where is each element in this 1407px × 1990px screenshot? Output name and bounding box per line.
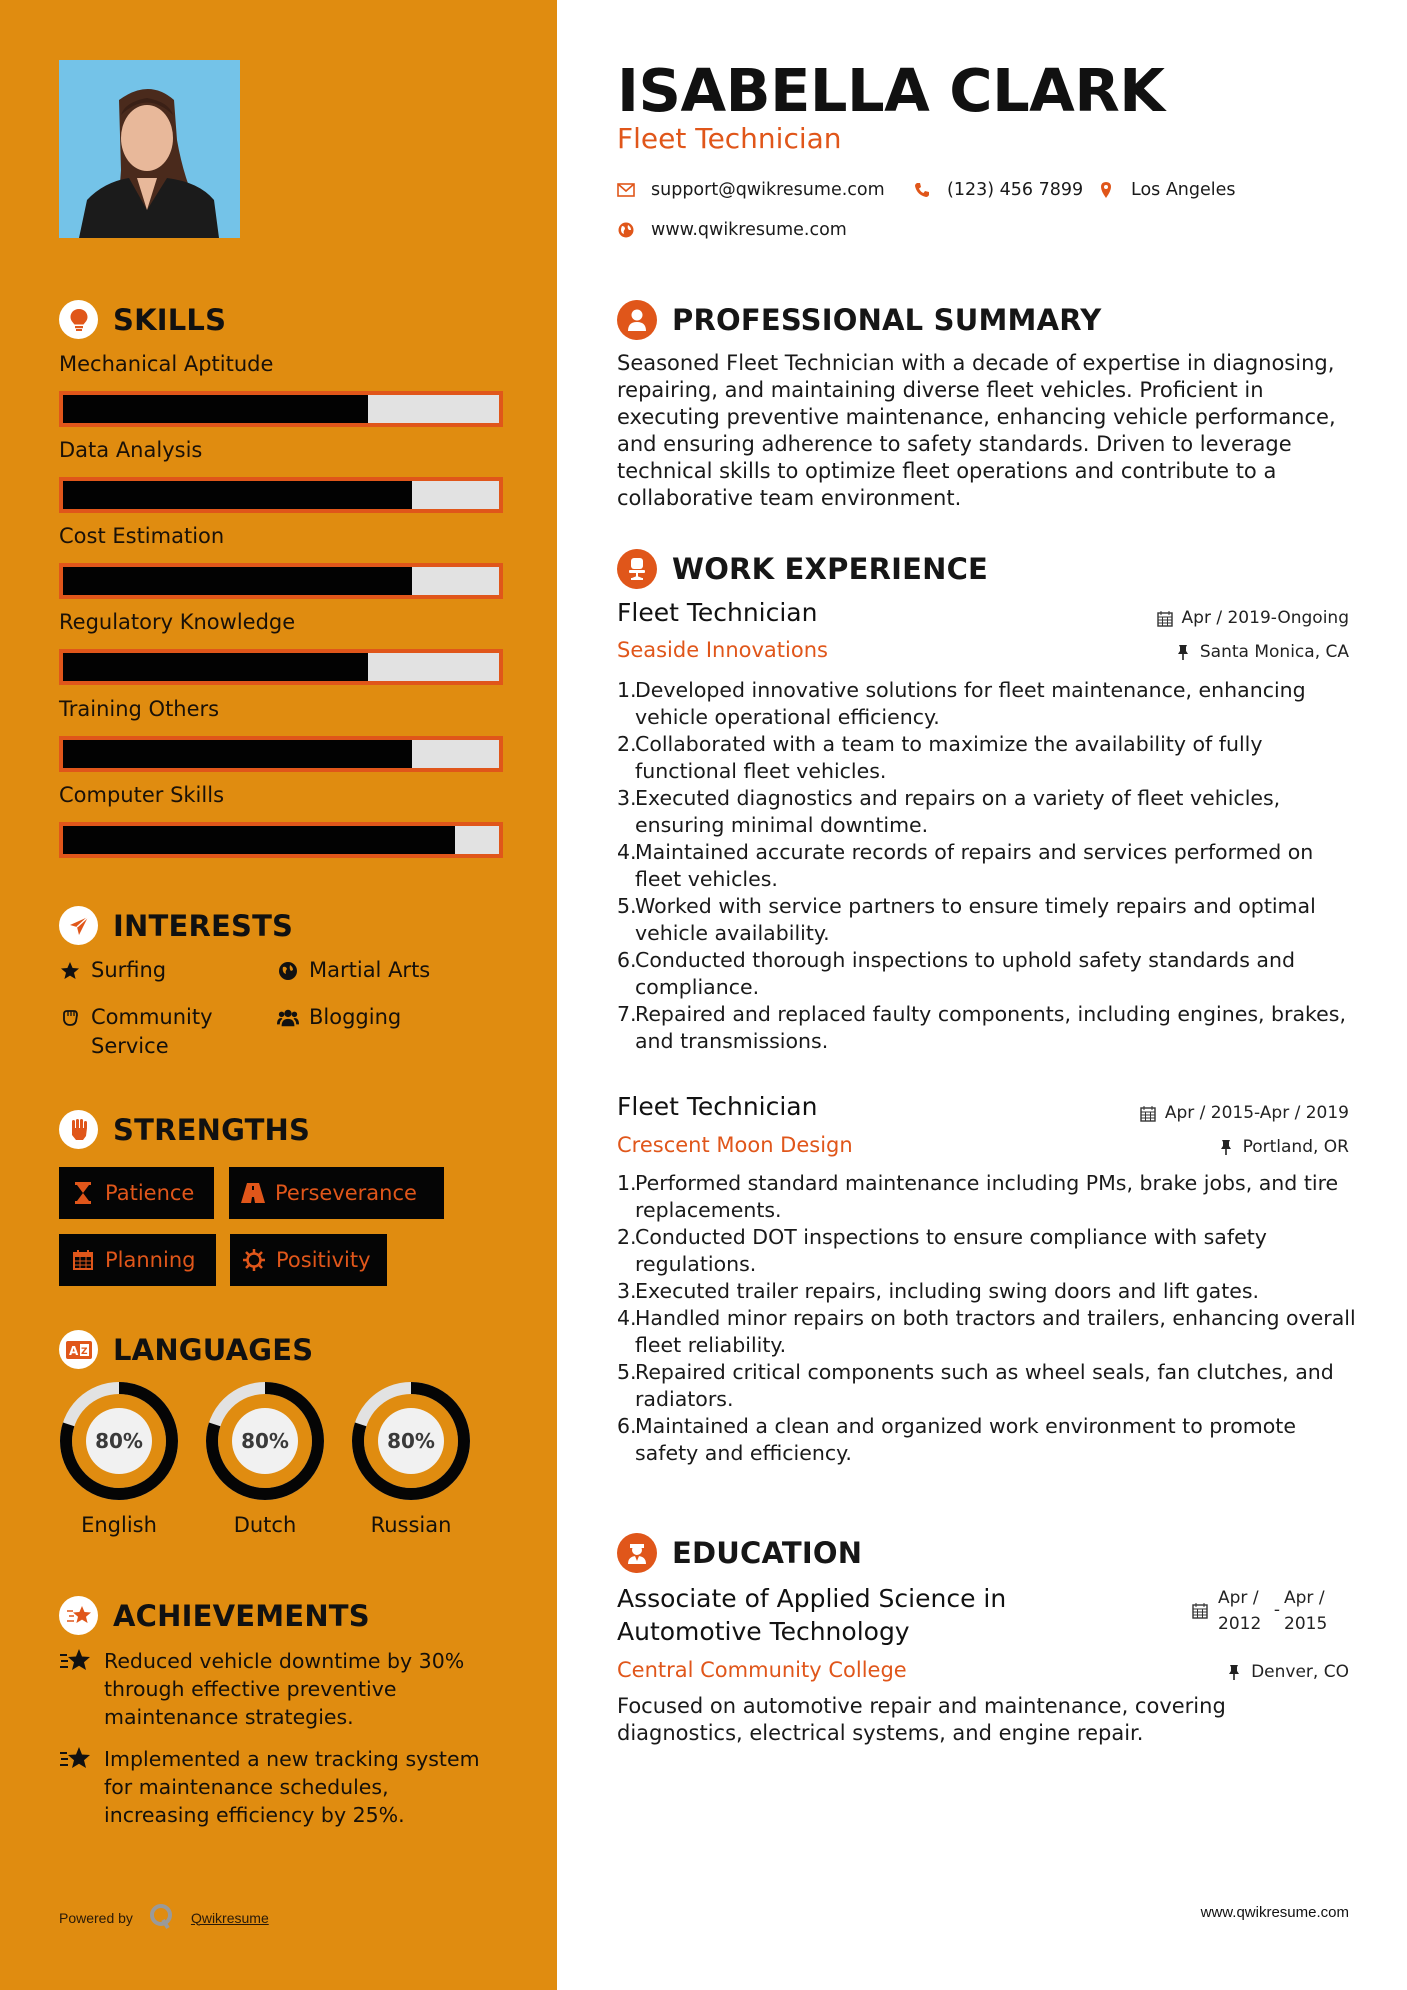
star-icon	[59, 956, 81, 985]
graduate-icon	[617, 1533, 657, 1573]
calendar-icon	[1192, 1602, 1208, 1620]
interest-item	[59, 1003, 259, 1061]
svg-text:Z: Z	[80, 1346, 88, 1357]
skill-bar	[59, 391, 503, 427]
phone-icon	[913, 181, 931, 199]
skill-bar-fill	[63, 481, 412, 509]
bullet-item: 6. Maintained a clean and organized work environment to promote safety and efficiency.	[617, 1414, 1296, 1465]
paper-plane-icon	[59, 906, 98, 945]
education-dates	[1192, 1585, 1336, 1637]
candidate-role: Fleet Technician	[617, 122, 842, 155]
language-progress-ring	[59, 1381, 179, 1501]
contact-phone[interactable]	[913, 180, 1083, 200]
strength-badge	[59, 1167, 214, 1219]
skill-bar-fill	[63, 740, 412, 768]
users-icon	[277, 1003, 299, 1032]
user-icon	[617, 300, 657, 340]
achievement-text: Reduced vehicle downtime by 30% through effective preventive maintenance strategies.	[104, 1649, 465, 1729]
profile-photo	[59, 60, 240, 238]
fist-icon	[59, 1110, 98, 1149]
skill-item	[59, 610, 504, 685]
bullet-item: 7. Repaired and replaced faulty components, including engines, brakes, and transmissions.	[617, 1002, 1346, 1053]
job-dates-text: Apr / 2019-Ongoing	[1181, 608, 1349, 628]
shooting-star-icon	[59, 1647, 91, 1675]
lightbulb-icon	[59, 300, 98, 339]
job-dates	[1157, 608, 1349, 628]
skill-bar	[59, 822, 503, 858]
skill-item	[59, 697, 504, 772]
achievements-heading: ACHIEVEMENTS	[59, 1596, 370, 1635]
interest-item	[277, 956, 430, 985]
language-name: Dutch	[233, 1513, 297, 1537]
map-pin-icon	[1097, 181, 1115, 199]
language-percent: 80%	[95, 1429, 143, 1453]
experience-heading: WORK EXPERIENCE	[617, 549, 988, 589]
location-text: Los Angeles	[1131, 180, 1236, 200]
achievement-item	[59, 1745, 499, 1829]
achievement-item	[59, 1647, 499, 1731]
bullet-item: 3. Executed diagnostics and repairs on a variety of fleet vehicles, ensuring minimal downtime.	[617, 786, 1281, 837]
website-text: www.qwikresume.com	[651, 220, 847, 240]
skills-heading: SKILLS	[59, 300, 226, 339]
education-description: Focused on automotive repair and maintenance, covering diagnostics, electrical systems, and engine repair.	[617, 1694, 1226, 1745]
bullet-item: 6. Conducted thorough inspections to uphold safety standards and compliance.	[617, 948, 1295, 999]
powered-by	[59, 1902, 269, 1933]
skill-item	[59, 438, 504, 513]
interest-item	[277, 1003, 401, 1032]
strength-label: Patience	[105, 1181, 195, 1205]
bullet-item: 3. Executed trailer repairs, including swing doors and lift gates.	[617, 1279, 1260, 1303]
skill-bar-fill	[63, 567, 412, 595]
skill-bar	[59, 649, 503, 685]
interest-item	[59, 956, 166, 985]
language-name: Russian	[370, 1513, 452, 1537]
job-company: Crescent Moon Design	[617, 1133, 853, 1157]
language-progress-ring	[205, 1381, 325, 1501]
education-location-text: Denver, CO	[1251, 1662, 1349, 1682]
bullet-item: 4. Handled minor repairs on both tractors and trailers, enhancing overall fleet reliability.	[617, 1306, 1356, 1357]
job-title: Fleet Technician	[617, 1092, 818, 1121]
skill-label: Cost Estimation	[59, 524, 225, 548]
skill-label: Computer Skills	[59, 783, 225, 807]
pushpin-icon	[1218, 1138, 1234, 1156]
skill-bar	[59, 736, 503, 772]
skill-bar	[59, 563, 503, 599]
languages-heading: A Z LANGUAGES	[59, 1330, 313, 1369]
job-location	[1218, 1137, 1349, 1157]
skill-label: Data Analysis	[59, 438, 203, 462]
strength-label: Positivity	[276, 1248, 371, 1272]
job-dates	[1140, 1103, 1349, 1123]
skill-label: Mechanical Aptitude	[59, 352, 274, 376]
bullet-item: 5. Repaired critical components such as wheel seals, fan clutches, and radiators.	[617, 1360, 1334, 1411]
strengths-heading: STRENGTHS	[59, 1110, 310, 1149]
footer-website-link[interactable]: www.qwikresume.com	[1200, 1904, 1349, 1921]
job-title: Fleet Technician	[617, 598, 818, 627]
language-item	[205, 1381, 325, 1537]
envelope-icon	[617, 181, 635, 199]
skill-bar	[59, 477, 503, 513]
interest-label: Martial Arts	[309, 958, 431, 982]
education-end: Apr / 2015	[1284, 1588, 1328, 1634]
skill-item	[59, 783, 504, 858]
skill-item	[59, 524, 504, 599]
job-location-text: Portland, OR	[1242, 1137, 1349, 1157]
bullet-item: 2. Collaborated with a team to maximize the availability of fully functional fleet vehicles.	[617, 732, 1263, 783]
bullet-item: 5. Worked with service partners to ensure timely repairs and optimal vehicle availability.	[617, 894, 1316, 945]
pushpin-icon	[1175, 643, 1191, 661]
language-item	[351, 1381, 471, 1537]
sun-icon	[242, 1248, 266, 1272]
email-text: support@qwikresume.com	[651, 180, 885, 200]
education-start: Apr / 2012	[1218, 1588, 1262, 1634]
language-percent: 80%	[241, 1429, 289, 1453]
phone-text: (123) 456 7899	[947, 180, 1084, 200]
language-percent: 80%	[387, 1429, 435, 1453]
calendar-icon	[1140, 1104, 1156, 1122]
school-name: Central Community College	[617, 1658, 907, 1682]
language-progress-ring	[351, 1381, 471, 1501]
office-chair-icon	[617, 549, 657, 589]
job-dates-text: Apr / 2015-Apr / 2019	[1164, 1103, 1349, 1123]
language-item	[59, 1381, 179, 1537]
strength-label: Planning	[105, 1248, 196, 1272]
job-location-text: Santa Monica, CA	[1199, 642, 1349, 662]
globe-icon	[277, 956, 299, 985]
pushpin-icon	[1226, 1663, 1242, 1681]
language-name: English	[81, 1513, 157, 1537]
job-bullets	[617, 1170, 1362, 1467]
skill-label: Training Others	[59, 697, 220, 721]
svg-text:A: A	[68, 1343, 78, 1358]
contact-email[interactable]	[617, 180, 885, 200]
education-location	[1226, 1662, 1349, 1682]
job-company: Seaside Innovations	[617, 638, 828, 662]
degree-title: Associate of Applied Science in Automotive Technology	[617, 1584, 1007, 1646]
sidebar	[0, 0, 557, 1990]
shooting-star-icon	[59, 1745, 91, 1773]
bullet-item: 1. Developed innovative solutions for fleet maintenance, enhancing vehicle operational efficiency.	[617, 678, 1306, 729]
summary-text: Seasoned Fleet Technician with a decade of expertise in diagnosing, repairing, and maintaining diverse fleet vehicles. Proficient in executing preventive maintenance, enhancing vehicle performance, and ensuring adherence to safety standards. Driven to leverage technical skills to optimize fleet operations and contribute to a collaborative team environment.	[617, 351, 1336, 510]
achievement-text: Implemented a new tracking system for maintenance schedules, increasing efficiency by 25%.	[104, 1747, 480, 1827]
interests-heading: INTERESTS	[59, 906, 293, 945]
candidate-name: ISABELLA CLARK	[617, 56, 1165, 125]
strength-label: Perseverance	[275, 1181, 417, 1205]
interest-label: Community Service	[91, 1005, 213, 1058]
globe-icon	[617, 221, 635, 239]
contact-location	[1097, 180, 1236, 200]
interest-label: Surfing	[91, 958, 167, 982]
date-separator: -	[1273, 1600, 1281, 1620]
strength-badge	[59, 1234, 216, 1286]
skill-bar-fill	[63, 395, 368, 423]
powered-by-label: Powered by	[59, 1909, 133, 1926]
calendar-icon	[1157, 609, 1173, 627]
skill-label: Regulatory Knowledge	[59, 610, 296, 634]
calendar-icon	[71, 1248, 95, 1272]
hand-icon	[59, 1003, 81, 1032]
job-bullets	[617, 677, 1362, 1055]
qwikresume-link[interactable]: Qwikresume	[190, 1909, 269, 1926]
skill-item	[59, 352, 504, 427]
shooting-star-icon	[59, 1596, 98, 1635]
bullet-item: 2. Conducted DOT inspections to ensure compliance with safety regulations.	[617, 1225, 1267, 1276]
strength-badge	[230, 1234, 387, 1286]
translate-icon	[59, 1330, 98, 1369]
skill-bar-fill	[63, 653, 368, 681]
interest-label: Blogging	[309, 1005, 402, 1029]
education-heading: EDUCATION	[617, 1533, 862, 1573]
contact-website[interactable]	[617, 220, 847, 240]
road-icon	[241, 1181, 265, 1205]
job-location	[1175, 642, 1349, 662]
qwikresume-logo-icon	[149, 1902, 173, 1933]
skill-bar-fill	[63, 826, 455, 854]
bullet-item: 4. Maintained accurate records of repairs and services performed on fleet vehicles.	[617, 840, 1314, 891]
strength-badge	[229, 1167, 444, 1219]
summary-heading: PROFESSIONAL SUMMARY	[617, 300, 1101, 340]
bullet-item: 1. Performed standard maintenance including PMs, brake jobs, and tire replacements.	[617, 1171, 1339, 1222]
hourglass-icon	[71, 1181, 95, 1205]
